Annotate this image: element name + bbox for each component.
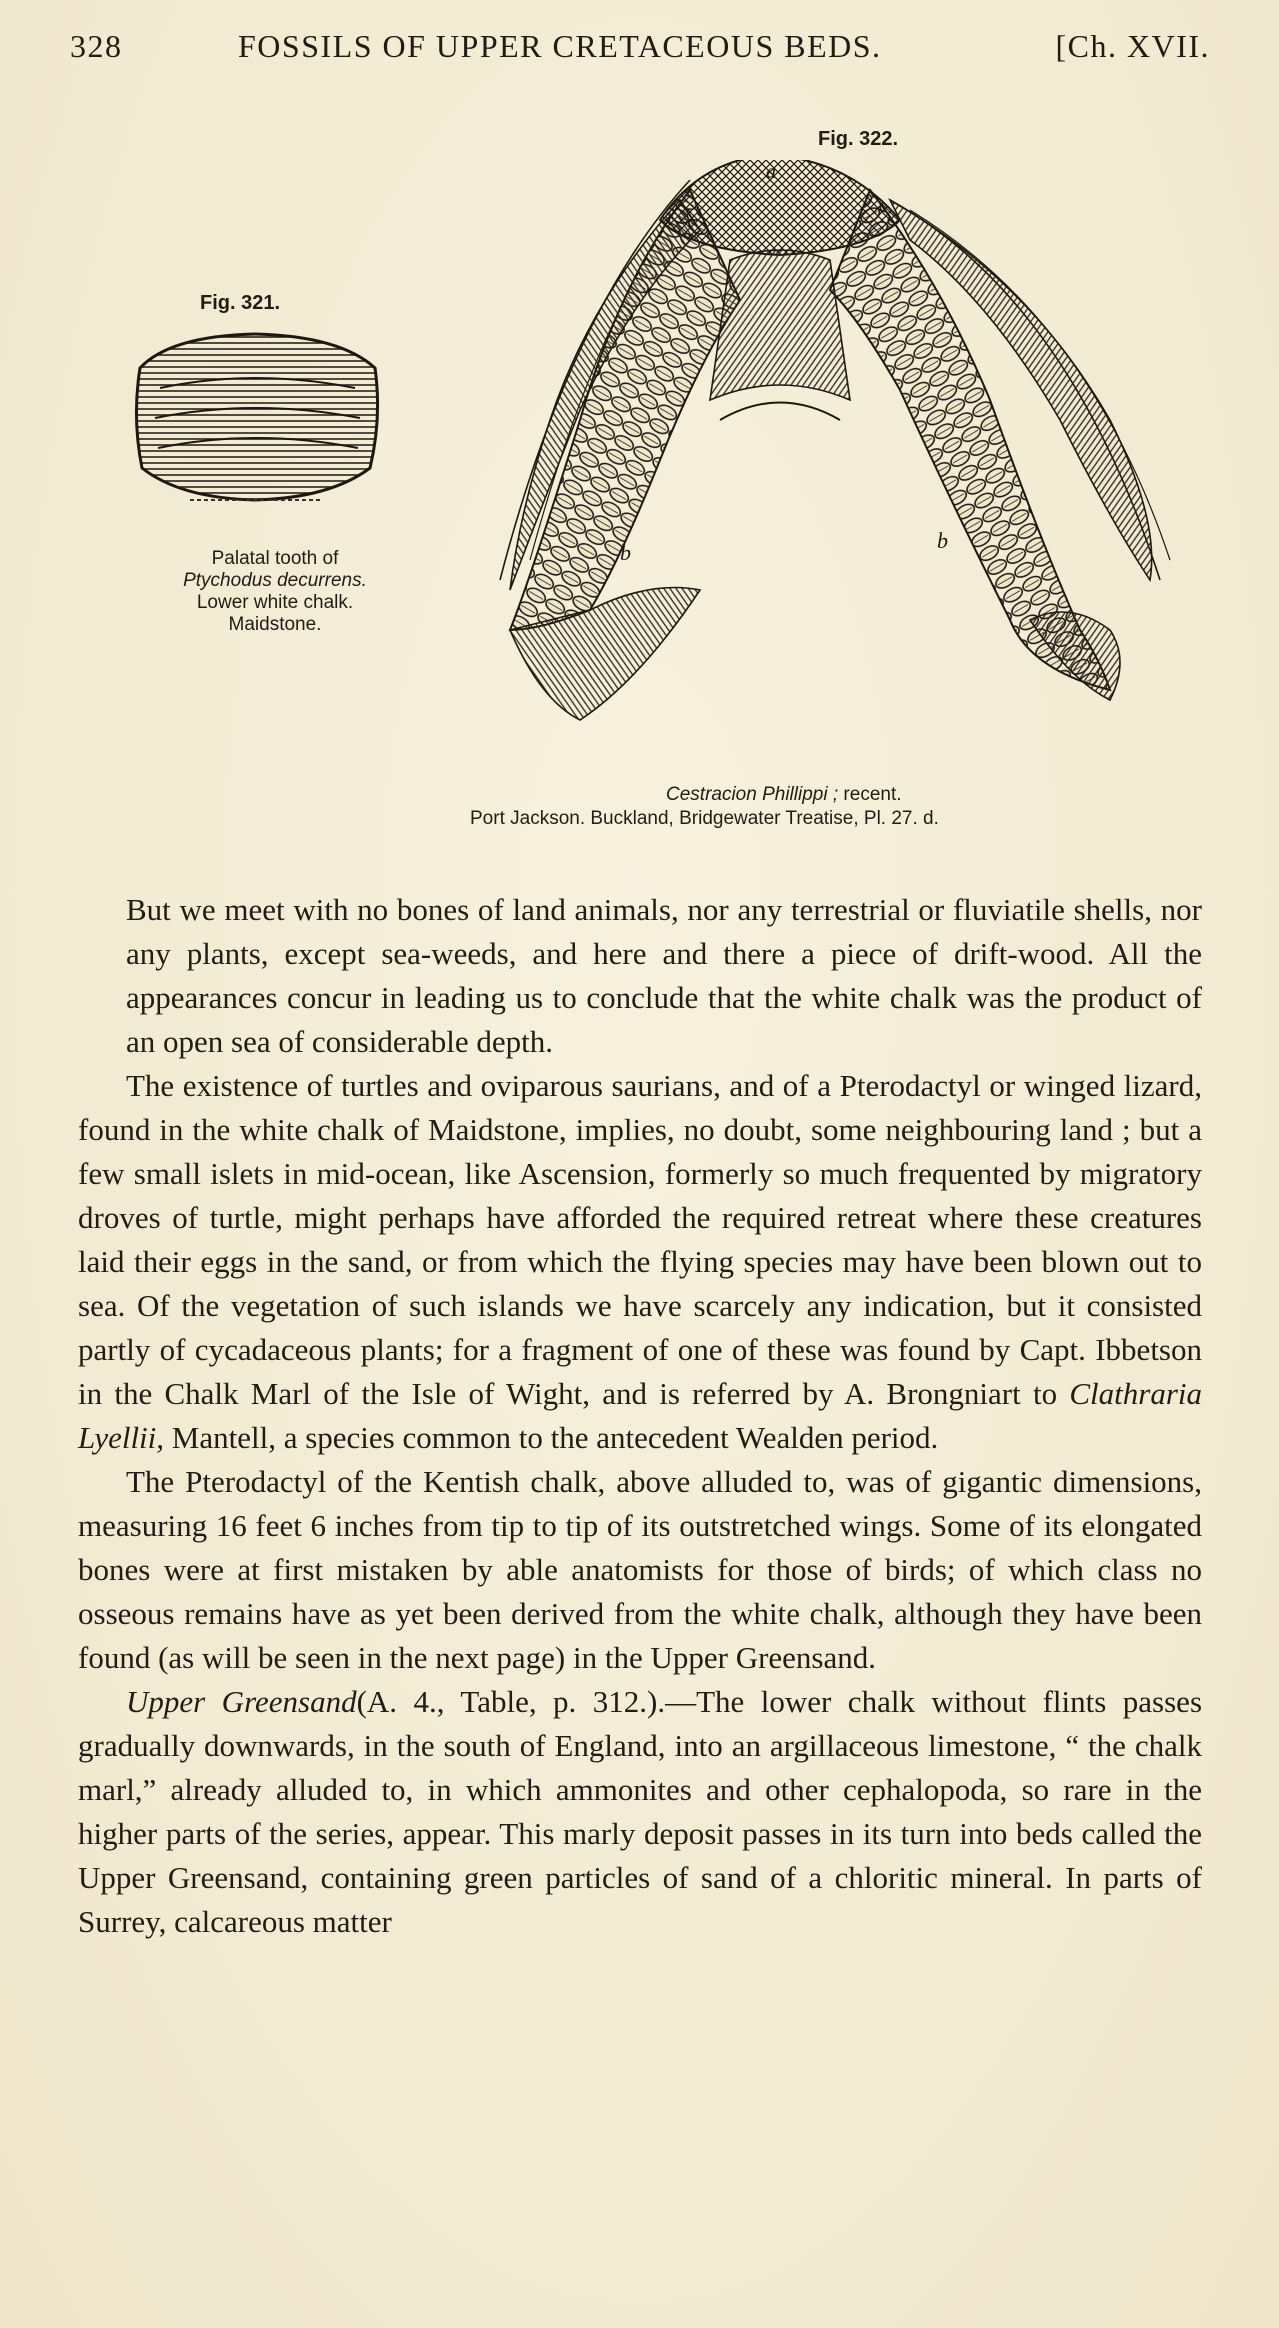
paragraph-1: But we meet with no bones of land animals, nor any terrestrial or fluviatile shells, nor any plants, except sea-weeds, and here and there a piece of drift-wood. All the appearances concur in leading us to conclude that the white chalk was the product of an open sea of considerable depth. [126,892,1202,1059]
caption-line: Lower white chalk. [196,592,354,613]
caption-species: Cestracion Phillippi ; [666,784,839,805]
fig-322-label: Fig. 322. [818,128,899,150]
fig-321-label: Fig. 321. [200,292,281,314]
chapter-label: [Ch. XVII. [1055,28,1210,64]
marker-b-left: b [620,540,631,565]
paragraph-4 [78,1680,1202,1944]
caption-recent: recent. [838,784,902,805]
paragraph-2-end: Mantell, a species common to the antecedent Wealden period. [164,1420,939,1455]
fig-322-caption [470,783,1190,831]
paragraph-2-text: The existence of turtles and oviparous saurians, and of a Pterodactyl or winged lizard, found in the white chalk of Maidstone, implies, no doubt, some neighbouring land ; but a few small islets in mid-ocean, like Ascension, formerly so much frequented by migratory droves of turtle, might perhaps have afforded the required retreat where these creatures laid their eggs in the sand, or from which the flying species may have been blown out to sea. Of the vegetation of such islands we have scarcely any indication, but it consisted partly of cycadaceous plants; for a fragment of one of these was found by Capt. Ibbetson in the Chalk Marl of the Isle of Wight, and is referred by A. Brongniart to [78,1068,1202,1411]
caption-line: Palatal tooth of [211,548,339,569]
paragraph-4-text: (A. 4., Table, p. 312.).—The lower chalk without flints passes gradually downwards, in the south of England, into an argillaceous limestone, “ the chalk marl,” already alluded to, in which ammonites and other cephalopoda, so rare in the higher parts of the series, appear. This marly deposit passes in its turn into beds called the Upper Greensand, containing green particles of sand of a chloritic mineral. In parts of Surrey, calcareous matter [78,1684,1203,1939]
paragraph-2 [78,1064,1202,1460]
fig-321-caption [150,548,400,636]
marker-b-right: b [937,528,948,553]
palatal-tooth-illustration [130,328,385,513]
paragraph-3: The Pterodactyl of the Kentish chalk, above alluded to, was of gigantic dimensions, measuring 16 feet 6 inches from tip to tip of its outstretched wings. Some of its elongated bones were at first mistaken by able anatomists for those of birds; of which class no osseous remains have as yet been derived from the white chalk, although they have been found (as will be seen in the next page) in the Upper Greensand. [78,1464,1202,1675]
page-number: 328 [70,28,123,64]
cestracion-jaw-illustration [470,160,1190,760]
body-text [78,888,1202,1944]
caption-line: Port Jackson. Buckland, Bridgewater Treatise, Pl. 27. d. [470,808,939,829]
caption-line: Maidstone. [228,614,322,635]
running-header [70,28,1210,68]
running-title: FOSSILS OF UPPER CRETACEOUS BEDS. [238,28,882,64]
species-name: Clathraria Lyellii, [78,1376,1203,1455]
marker-a: a [766,161,776,183]
section-heading: Upper Greensand [126,1684,357,1719]
caption-species: Ptychodus decurrens. [183,570,367,591]
